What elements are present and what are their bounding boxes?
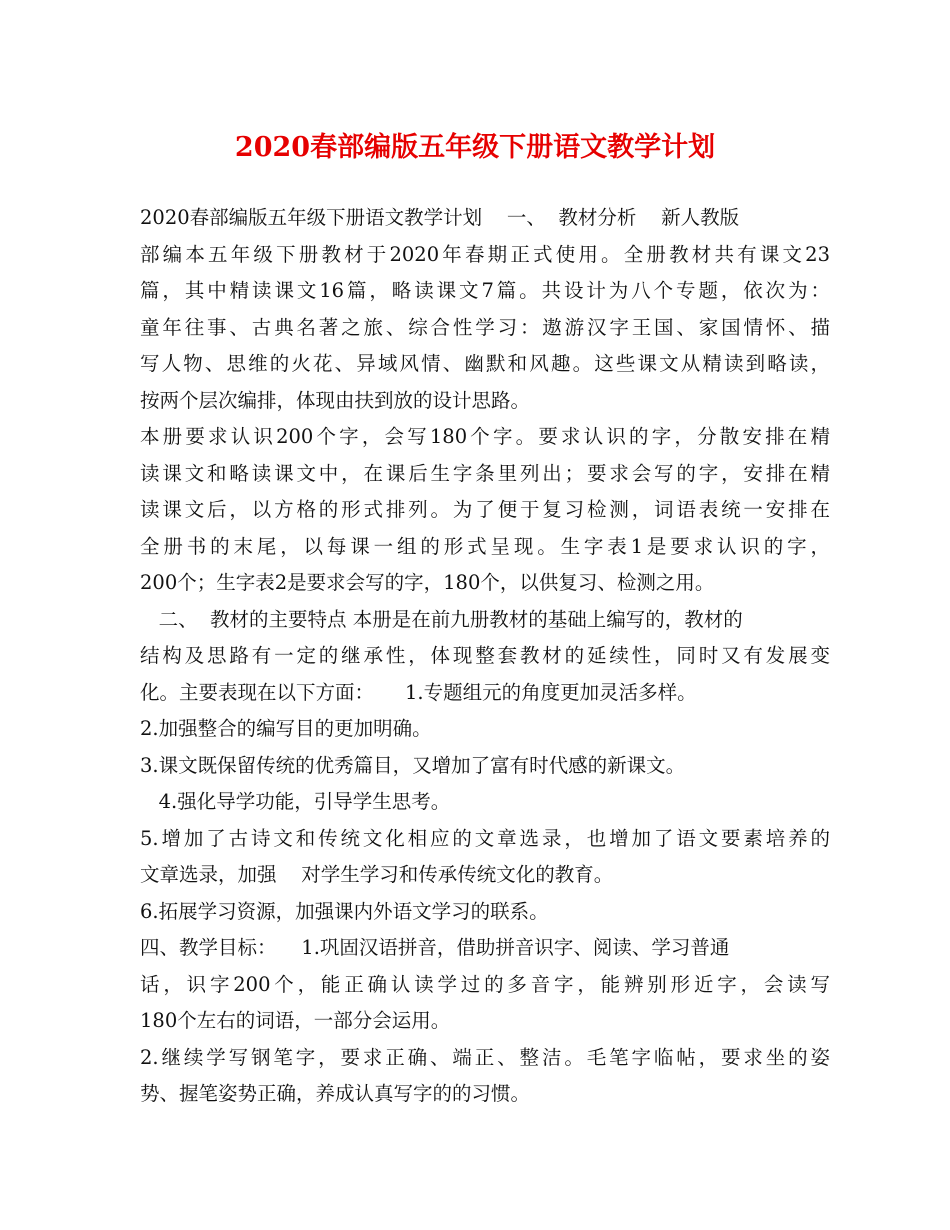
body-line: 4.强化导学功能，引导学生思考。 bbox=[140, 790, 451, 813]
body-line: 结构及思路有一定的继承性，体现整套教材的延续性，同时又有发展变 bbox=[140, 644, 830, 667]
body-line: 本册要求认识200个字，会写180个字。要求认识的字，分散安排在精 bbox=[140, 425, 830, 448]
document-body bbox=[140, 200, 830, 1113]
body-line: 话，识字200个，能正确认读学过的多音字，能辨别形近字，会读写 bbox=[140, 972, 830, 996]
body-line: 化。主要表现在以下方面： 1.专题组元的角度更加灵活多样。 bbox=[140, 680, 697, 704]
body-line: 文章选录，加强 对学生学习和传承传统文化的教育。 bbox=[140, 863, 614, 886]
body-line: 篇，其中精读课文16篇，略读课文7篇。共设计为八个专题，依次为： bbox=[140, 279, 830, 302]
body-line: 部编本五年级下册教材于2020年春期正式使用。全册教材共有课文23 bbox=[140, 242, 830, 266]
body-line: 写人物、思维的火花、异域风情、幽默和风趣。这些课文从精读到略读， bbox=[140, 352, 830, 375]
body-line: 读课文后，以方格的形式排列。为了便于复习检测，词语表统一安排在 bbox=[140, 498, 830, 521]
body-line: 200个；生字表2是要求会写的字，180个，以供复习、检测之用。 bbox=[140, 571, 715, 594]
body-line: 读课文和略读课文中，在课后生字条里列出；要求会写的字，安排在精 bbox=[140, 461, 830, 485]
document-title: 2020春部编版五年级下册语文教学计划 bbox=[234, 132, 716, 163]
body-line: 全册书的末尾，以每课一组的形式呈现。生字表1是要求认识的字， bbox=[140, 534, 830, 558]
body-line: 180个左右的词语，一部分会运用。 bbox=[140, 1009, 451, 1032]
body-line: 3.课文既保留传统的优秀篇目，又增加了富有时代感的新课文。 bbox=[140, 753, 686, 777]
body-line: 5.增加了古诗文和传统文化相应的文章选录，也增加了语文要素培养的 bbox=[140, 826, 830, 850]
body-line: 2.加强整合的编写目的更加明确。 bbox=[140, 717, 432, 740]
body-line: 2.继续学写钢笔字，要求正确、端正、整洁。毛笔字临帖，要求坐的姿 bbox=[140, 1045, 830, 1069]
body-line: 2020春部编版五年级下册语文教学计划 一、 教材分析 新人教版 bbox=[140, 206, 740, 229]
body-line: 四、教学目标： 1.巩固汉语拼音，借助拼音识字、阅读、学习普通 bbox=[140, 936, 730, 959]
body-line: 童年往事、古典名著之旅、综合性学习：遨游汉字王国、家国情怀、描 bbox=[140, 315, 830, 339]
body-line: 二、 教材的主要特点 本册是在前九册教材的基础上编写的，教材的 bbox=[140, 607, 743, 631]
body-line: 按两个层次编排，体现由扶到放的设计思路。 bbox=[140, 388, 531, 412]
body-line: 势、握笔姿势正确，养成认真写字的的习惯。 bbox=[140, 1082, 531, 1105]
body-line: 6.拓展学习资源，加强课内外语文学习的联系。 bbox=[140, 899, 549, 923]
